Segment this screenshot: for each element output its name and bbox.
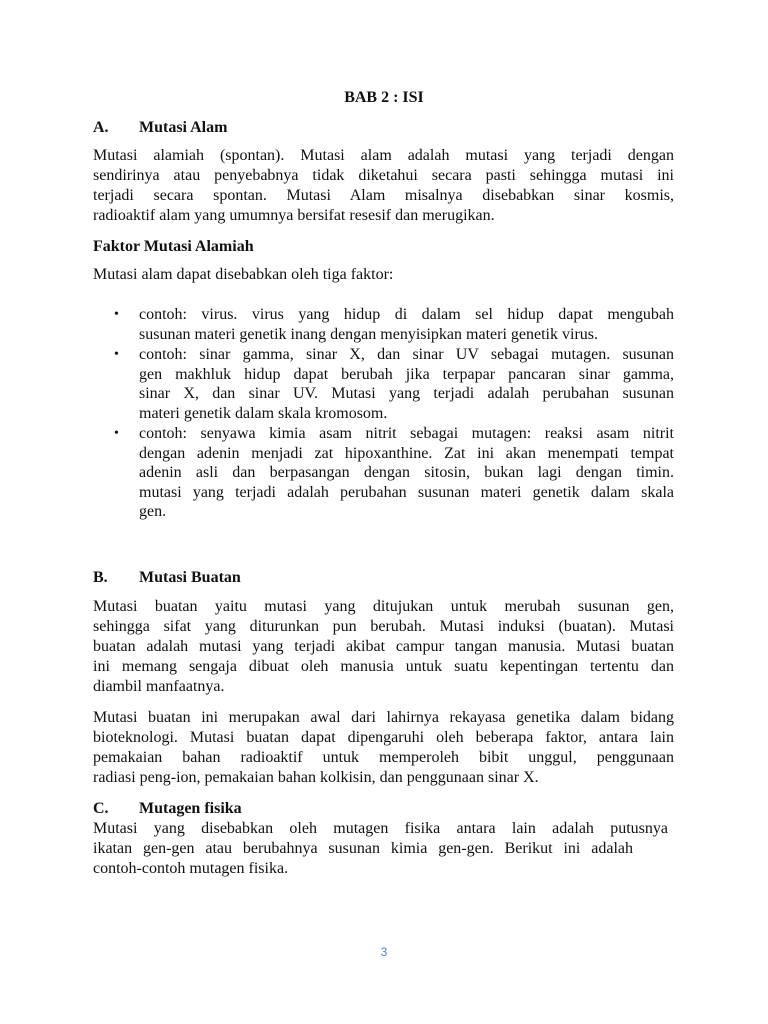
section-c-heading <box>93 799 242 819</box>
paragraph-line: Mutasi alamiah (spontan). Mutasi alam adalah mutasi yang terjadi dengan <box>93 147 674 164</box>
bullet-icon: • <box>114 347 119 362</box>
bullet-line: gen makhluk hidup dapat berubah jika terpapar pancaran sinar gamma, <box>139 365 674 383</box>
paragraph-line: sehingga sifat yang diturunkan pun berubah. Mutasi induksi (buatan). Mutasi <box>93 618 674 635</box>
bullet-line: susunan materi genetik inang dengan menyisipkan materi genetik virus. <box>139 325 598 343</box>
section-a-paragraph <box>93 146 674 226</box>
section-b-paragraph-2 <box>93 708 674 788</box>
paragraph-line: sendirinya atau penyebabnya tidak diketahui secara pasti sehingga mutasi ini <box>93 167 674 184</box>
chapter-title: BAB 2 : ISI <box>344 89 424 106</box>
bullet-icon: • <box>114 426 119 441</box>
bullet-line: contoh: senyawa kimia asam nitrit sebagai mutagen: reaksi asam nitrit <box>139 425 674 442</box>
bullet-item <box>139 345 674 423</box>
section-b-number: B. <box>93 569 108 586</box>
bullet-icon: • <box>114 307 119 322</box>
section-c-paragraph <box>93 819 668 879</box>
paragraph-line: radioaktif alam yang umumnya bersifat resesif dan merugikan. <box>93 207 495 224</box>
bullet-item <box>139 305 674 344</box>
bullet-line: mutasi yang terjadi adalah perubahan susunan materi genetik dalam skala <box>139 483 674 501</box>
section-a-heading <box>93 118 227 138</box>
bullet-item <box>139 424 674 522</box>
section-b-paragraph-1 <box>93 597 674 697</box>
paragraph-line: Mutasi yang disebabkan oleh mutagen fisika antara lain adalah putusnya <box>93 820 668 837</box>
faktor-intro: Mutasi alam dapat disebabkan oleh tiga faktor: <box>93 266 394 283</box>
paragraph-line: contoh-contoh mutagen fisika. <box>93 860 289 877</box>
paragraph-line: pemakaian bahan radioaktif untuk memperoleh bibit unggul, penggunaan <box>93 749 674 766</box>
paragraph-line: Mutasi buatan ini merupakan awal dari lahirnya rekayasa genetika dalam bidang <box>93 709 674 726</box>
bullet-line: contoh: virus. virus yang hidup di dalam sel hidup dapat mengubah <box>139 306 674 323</box>
paragraph-line: buatan adalah mutasi yang terjadi akibat campur tangan manusia. Mutasi buatan <box>93 638 674 655</box>
faktor-sub-heading: Faktor Mutasi Alamiah <box>93 238 254 255</box>
paragraph-line: Mutasi buatan yaitu mutasi yang ditujukan untuk merubah susunan gen, <box>93 598 674 615</box>
bullet-line: adenin asli dan berpasangan dengan sitosin, bukan lagi dengan timin. <box>139 464 674 481</box>
section-b-heading <box>93 568 241 588</box>
paragraph-line: terjadi secara spontan. Mutasi Alam misalnya disebabkan sinar kosmis, <box>93 187 674 204</box>
paragraph-line: ini memang sengaja dibuat oleh manusia untuk suatu kepentingan tertentu dan <box>93 658 674 675</box>
paragraph-line: diambil manfaatnya. <box>93 678 225 695</box>
page-number: 3 <box>380 945 388 959</box>
section-a-title: Mutasi Alam <box>139 119 228 136</box>
section-c-title: Mutagen fisika <box>139 800 242 817</box>
paragraph-line: ikatan gen-gen atau berubahnya susunan kimia gen-gen. Berikut ini adalah <box>93 840 633 857</box>
section-c-number: C. <box>93 800 109 817</box>
bullet-line: materi genetik dalam skala kromosom. <box>139 404 388 422</box>
bullet-line: gen. <box>139 503 167 520</box>
paragraph-line: radiasi peng-ion, pemakaian bahan kolkisin, dan penggunaan sinar X. <box>93 769 539 786</box>
section-a-number: A. <box>93 119 109 136</box>
bullet-line: sinar X, dan sinar UV. Mutasi yang terjadi adalah perubahan susunan <box>139 385 674 402</box>
bullet-line: contoh: sinar gamma, sinar X, dan sinar UV sebagai mutagen. susunan <box>139 346 674 363</box>
section-b-title: Mutasi Buatan <box>139 569 241 586</box>
bullet-line: dengan adenin menjadi zat hipoxanthine. Zat ini akan menempati tempat <box>139 444 674 462</box>
paragraph-line: bioteknologi. Mutasi buatan dapat dipengaruhi oleh beberapa faktor, antara lain <box>93 729 674 746</box>
